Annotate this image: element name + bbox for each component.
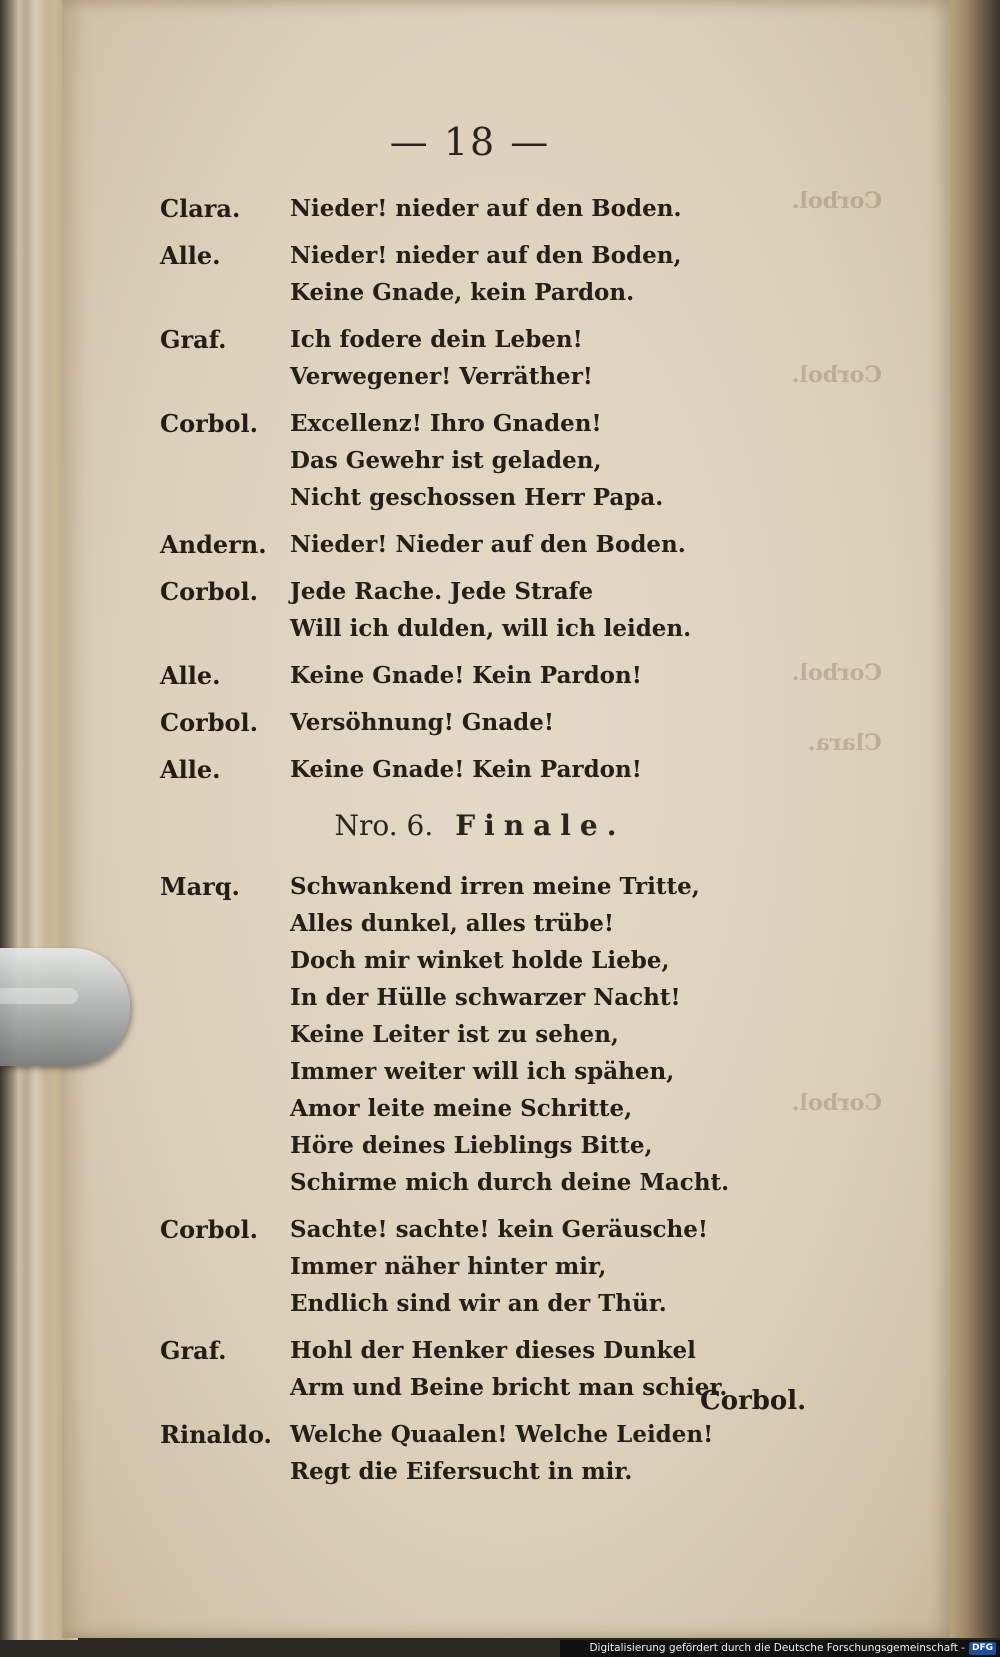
verse-line: Hohl der Henker dieses Dunkel <box>290 1337 696 1364</box>
speaker-name: Clara. <box>160 194 241 223</box>
verse-line: Nicht geschossen Herr Papa. <box>290 484 664 511</box>
speaker-name: Corbol. <box>160 708 259 737</box>
verse-line: Alles dunkel, alles trübe! <box>290 910 614 937</box>
speaker-name: Alle. <box>160 755 221 784</box>
binding-gutter <box>950 0 1000 1638</box>
verse-line: In der Hülle schwarzer Nacht! <box>290 984 681 1011</box>
verse-line: Höre deines Lieblings Bitte, <box>290 1132 653 1159</box>
verse-line: Schirme mich durch deine Macht. <box>290 1169 730 1196</box>
dialogue-row <box>160 868 760 1201</box>
verse-line: Schwankend irren meine Tritte, <box>290 873 700 900</box>
speaker-name: Corbol. <box>160 1215 259 1244</box>
verse-line: Doch mir winket holde Liebe, <box>290 947 670 974</box>
verse-line: Regt die Eifersucht in mir. <box>290 1458 633 1485</box>
speaker-name: Alle. <box>160 661 221 690</box>
speaker-name: Corbol. <box>160 577 259 606</box>
verse-line: Verwegener! Verräther! <box>290 363 593 390</box>
page-number: — 18 — <box>389 120 551 164</box>
verse-line: Nieder! Nieder auf den Boden. <box>290 531 686 558</box>
page-clip <box>0 948 130 1066</box>
verse-lines <box>290 321 760 395</box>
verse-line: Amor leite meine Schritte, <box>290 1095 633 1122</box>
verse-lines <box>290 526 760 563</box>
verse-line: Endlich sind wir an der Thür. <box>290 1290 667 1317</box>
dialogue-row <box>160 237 760 311</box>
dialogue-bottom <box>160 868 760 1490</box>
speaker-name: Alle. <box>160 241 221 270</box>
verse-lines <box>290 704 760 741</box>
verse-line: Sachte! sachte! kein Geräusche! <box>290 1216 708 1243</box>
verse-line: Ich fodere dein Leben! <box>290 326 583 353</box>
dialogue-top <box>160 190 760 788</box>
verse-line: Das Gewehr ist geladen, <box>290 447 602 474</box>
speaker-name: Graf. <box>160 325 227 354</box>
dialogue-row <box>160 405 760 516</box>
verse-lines <box>290 237 760 311</box>
dfg-logo-icon: DFG <box>969 1642 996 1655</box>
verse-line: Keine Leiter ist zu sehen, <box>290 1021 619 1048</box>
section-number: Nro. 6. <box>334 809 434 842</box>
bleed-through-text: Corbol. <box>792 660 882 686</box>
verse-lines <box>290 868 760 1201</box>
speaker-name: Rinaldo. <box>160 1420 272 1449</box>
speaker-name: Graf. <box>160 1336 227 1365</box>
verse-lines <box>290 657 760 694</box>
verse-lines <box>290 573 760 647</box>
verse-lines <box>290 1416 760 1490</box>
verse-lines <box>290 751 760 788</box>
verse-line: Will ich dulden, will ich leiden. <box>290 615 692 642</box>
verse-line: Jede Rache. Jede Strafe <box>290 578 594 605</box>
dialogue-row <box>160 321 760 395</box>
dialogue-row <box>160 1332 760 1406</box>
speaker-name: Corbol. <box>160 409 259 438</box>
verse-line: Nieder! nieder auf den Boden, <box>290 242 682 269</box>
bleed-through-text: Corbol. <box>792 362 882 388</box>
text-block <box>160 190 760 1500</box>
dialogue-row <box>160 1211 760 1322</box>
speaker-name: Marq. <box>160 872 240 901</box>
verse-line: Welche Quaalen! Welche Leiden! <box>290 1421 714 1448</box>
dialogue-row <box>160 526 760 563</box>
bleed-through-text: Corbol. <box>792 188 882 214</box>
bleed-through-text: Corbol. <box>792 1090 882 1116</box>
verse-lines <box>290 190 760 227</box>
digitization-footer <box>560 1640 1000 1657</box>
verse-line: Immer näher hinter mir, <box>290 1253 607 1280</box>
verse-line: Immer weiter will ich spähen, <box>290 1058 675 1085</box>
verse-line: Keine Gnade! Kein Pardon! <box>290 662 642 689</box>
catchword: Corbol. <box>700 1386 807 1416</box>
verse-line: Arm und Beine bricht man schier. <box>290 1374 728 1401</box>
verse-line: Excellenz! Ihro Gnaden! <box>290 410 602 437</box>
bleed-through-text: Clara. <box>808 730 882 756</box>
dialogue-row <box>160 704 760 741</box>
dialogue-row <box>160 751 760 788</box>
dialogue-row <box>160 190 760 227</box>
verse-line: Nieder! nieder auf den Boden. <box>290 195 682 222</box>
verse-line: Versöhnung! Gnade! <box>290 709 554 736</box>
dialogue-row <box>160 1416 760 1490</box>
verse-lines <box>290 1211 760 1322</box>
section-title: Finale. <box>455 809 626 842</box>
dialogue-row <box>160 573 760 647</box>
dialogue-row <box>160 657 760 694</box>
speaker-name: Andern. <box>160 530 267 559</box>
verse-lines <box>290 1332 760 1406</box>
footer-text: Digitalisierung gefördert durch die Deutsche Forschungsgemeinschaft - <box>589 1642 965 1654</box>
verse-line: Keine Gnade! Kein Pardon! <box>290 756 642 783</box>
section-heading <box>160 806 760 846</box>
verse-lines <box>290 405 760 516</box>
verse-line: Keine Gnade, kein Pardon. <box>290 279 635 306</box>
